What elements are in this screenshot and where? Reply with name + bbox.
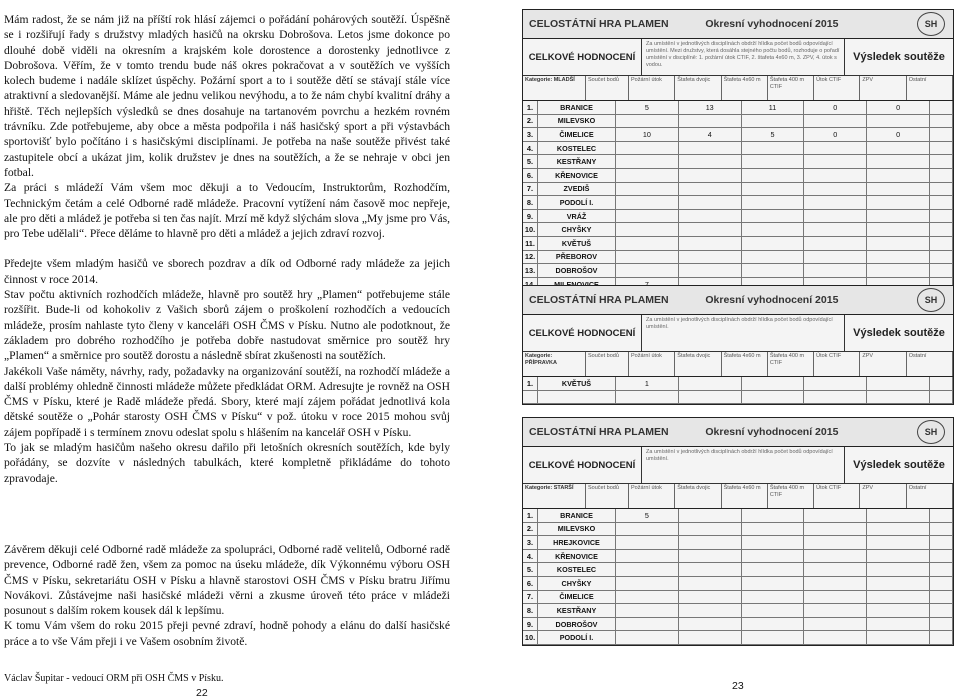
card-title: CELOSTÁTNÍ HRA PLAMEN bbox=[529, 294, 669, 306]
table-row: 1. BRANICE 5 bbox=[523, 509, 953, 523]
paragraph-closing-thanks: Závěrem děkuji celé Odborné radě mládeže za spolupráci, Odborné radě velitelů, Odborné radě prevence, Odborné radě žen, všem za pomoc na úseku mládeže, dík Výkonnému výboru OSH ČMS v Písku, sekretariátu OSH v Písku a hlavně starostovi OSH ČMS v Písku bratru Jiřímu Novákovi. Zůstávejme naši hasičské mládeži věrni a zkusme úroveň této práce v mládeži posunout s dalším rokem kousek dál k lepšímu. bbox=[4, 542, 450, 618]
team-rows bbox=[523, 377, 953, 404]
col-sum: Součet bodů bbox=[586, 352, 629, 376]
col-zpv: ZPV bbox=[860, 484, 906, 508]
category-header-row bbox=[523, 484, 953, 509]
col-relay: Štafeta 4x60 m bbox=[722, 76, 768, 100]
paragraph-youth-success: Mám radost, že se nám již na příští rok hlásí zájemci o pořádání pohárových soutěží. Úspěšně se i rozšiřují řady s družstvy mladých hasičů na okrsku Dobrošova. Letos jsme dokonce po dlouhé době viděli na okresním a krajském kole dorostence a dorostenky jednotlivce z Dobrošova. Věřím, že v tomto trendu bude náš okres pokračovat a v soutěžích ve vyšších kolech budeme i nadále sklízet úspěchy. Požární sport a to i soutěže dětí se stávají stále více atraktivní a sledovanější. Máme ale jednu velikou nevýhodu, a to že nám chybí kvalitní dráhy a hřiště. Těch nejlepších výsledků se dnes dosahuje na tartanovém povrchu a hezkém rovném trávníku. Zde potřebujeme, aby obce a města podpořila i náš hasičský sport a při výstavbách sportovišť bylo počítáno i s hasičskými disciplínami. Je potřeba na naše soutěže přivést také zastupitele obcí a ukázat jim, kolik družstev je dnes na soutěžích, a že se nehraje v obci jen fotbal. bbox=[4, 13, 450, 179]
table-row: 8. PODOLÍ I. bbox=[523, 196, 953, 210]
card-subheader bbox=[523, 39, 953, 76]
table-row: 8. KESTŘANY bbox=[523, 604, 953, 618]
section-label: CELKOVÉ HODNOCENÍ bbox=[523, 39, 642, 75]
table-row: 4. KŘENOVICE bbox=[523, 550, 953, 564]
sh-cms-logo-icon: SH bbox=[917, 288, 945, 312]
scoring-note: Za umístění v jednotlivých disciplínách obdrží hlídka počet bodů odpovídající umístění. Mezi družstvy, která dosáhla stejného počtu bodů, rozhoduje o pořadí umístění v disciplíně: 1. požární útok CTIF, 2. štafeta 4x60 m, 3. ZPV, 4. útok s vodou. bbox=[646, 41, 840, 68]
col-zpv: ZPV bbox=[860, 352, 906, 376]
sh-cms-logo-icon: SH bbox=[917, 12, 945, 36]
table-row: 6. CHYŠKY bbox=[523, 577, 953, 591]
category-header-row bbox=[523, 76, 953, 101]
results-card-pripravka bbox=[522, 285, 954, 405]
category-label: Kategorie: PŘÍPRAVKA bbox=[523, 352, 586, 376]
card-subheader bbox=[523, 315, 953, 352]
card-header bbox=[523, 418, 953, 447]
col-attack: Požární útok bbox=[629, 76, 675, 100]
result-label: Výsledek soutěže bbox=[844, 315, 953, 351]
card-header bbox=[523, 286, 953, 315]
result-label: Výsledek soutěže bbox=[844, 39, 953, 75]
paragraph-suggestions: Jakékoli Vaše náměty, návrhy, rady, požadavky na organizování soutěží, na rozhodčí mládeže a další problémy ohledně činnosti mládeže můžete předkládat ORM. Adresujte je rovněž na OSH ČMS v Písku, které je Radě mládeže předá. Sbory, které mají zájem pořádat jednotlivá kola dětské soutěže o „Pohár starosty OSH ČMS v Písku“ v pož. útoku v roce 2015 mohou svůj zájem popřípadě i s termínem znovu odeslat spolu s hlášením na kancelář OSH v Písku. bbox=[4, 364, 450, 439]
paragraph-tables-intro: To jak se mladým hasičům našeho okresu dařilo při letošních okresních soutěžích, kde byly pořádány, se dozvíte v následných tabulkách, které kompletně přikládáme do tohoto zpravodaje. bbox=[4, 441, 450, 485]
table-row: 9. DOBROŠOV bbox=[523, 618, 953, 632]
table-row: 7. ČIMELICE bbox=[523, 591, 953, 605]
page-number-right: 23 bbox=[732, 680, 744, 692]
table-row: 9. VRÁŽ bbox=[523, 210, 953, 224]
card-subtitle: Okresní vyhodnocení 2015 bbox=[705, 426, 839, 438]
table-row: 11. KVĚTUŠ bbox=[523, 237, 953, 251]
section-label: CELKOVÉ HODNOCENÍ bbox=[523, 315, 642, 351]
scoring-note: Za umístění v jednotlivých disciplínách obdrží hlídka počet bodů odpovídající umístění. bbox=[646, 317, 833, 330]
table-row: 10. PODOLÍ I. bbox=[523, 631, 953, 645]
table-row: 7. ZVEDIŠ bbox=[523, 183, 953, 197]
category-label: Kategorie: STARŠÍ bbox=[523, 484, 586, 508]
results-card-starsi bbox=[522, 417, 954, 646]
paragraph-greetings: Předejte všem mladým hasičů ve sborech pozdrav a dík od Odborné rady mládeže za jejich činnost v roce 2014. bbox=[4, 257, 450, 286]
team-rows bbox=[523, 101, 953, 291]
paragraph-thanks-leaders: Za práci s mládeží Vám všem moc děkuji a to Vedoucím, Instruktorům, Rozhodčím, Technickým četám a celé Odborné radě mládeže. Pracovní vytížení nám časově moc nepřeje, ale pro děti a mládež je potřeba si ten čas najít. Mrzí mě když slýchám slova „My jsme pro Vás, pro Tebe udělali“. Přece děláme to hlavně pro děti a mládež a jejich zdraví rozvoj. bbox=[4, 181, 450, 241]
col-relay-ctif: Štafeta 400 m CTIF bbox=[768, 76, 814, 100]
result-label: Výsledek soutěže bbox=[844, 447, 953, 483]
col-zpv: ZPV bbox=[860, 76, 906, 100]
table-row: 4. KOSTELEC bbox=[523, 142, 953, 156]
category-header-row bbox=[523, 352, 953, 377]
col-relay: Štafeta 4x60 m bbox=[722, 484, 768, 508]
col-pairs: Štafeta dvojic bbox=[675, 76, 721, 100]
left-page-text bbox=[4, 12, 450, 686]
col-relay-ctif: Štafeta 400 m CTIF bbox=[768, 484, 814, 508]
card-title: CELOSTÁTNÍ HRA PLAMEN bbox=[529, 426, 669, 438]
col-attack: Požární útok bbox=[629, 352, 675, 376]
table-row: 3. ČIMELICE 10 4 5 0 0 bbox=[523, 128, 953, 142]
sh-cms-logo-icon: SH bbox=[917, 420, 945, 444]
col-pairs: Štafeta dvojic bbox=[675, 484, 721, 508]
category-label: Kategorie: MLADŠÍ bbox=[523, 76, 586, 100]
col-relay: Štafeta 4x60 m bbox=[722, 352, 768, 376]
col-attack: Požární útok bbox=[629, 484, 675, 508]
table-row: 1. KVĚTUŠ 1 bbox=[523, 377, 953, 391]
col-pairs: Štafeta dvojic bbox=[675, 352, 721, 376]
paragraph-new-year-wish: K tomu Vám všem do roku 2015 přeji pevné zdraví, hodně pohody a elánu do další hasičské práce a to vše Vám přeji i ve Vašem osobním životě. bbox=[4, 619, 450, 648]
col-attack-ctif: Útok CTIF bbox=[814, 352, 860, 376]
signature: Václav Šupitar - vedoucí ORM při OSH ČMS v Písku. bbox=[4, 672, 224, 684]
table-row-empty bbox=[523, 391, 953, 405]
table-row: 2. MILEVSKO bbox=[523, 523, 953, 537]
table-row: 2. MILEVSKO bbox=[523, 115, 953, 129]
card-title: CELOSTÁTNÍ HRA PLAMEN bbox=[529, 18, 669, 30]
table-row: 6. KŘENOVICE bbox=[523, 169, 953, 183]
card-subtitle: Okresní vyhodnocení 2015 bbox=[705, 18, 839, 30]
card-subheader bbox=[523, 447, 953, 484]
col-sum: Součet bodů bbox=[586, 484, 629, 508]
table-row: 12. PŘEBOROV bbox=[523, 251, 953, 265]
card-subtitle: Okresní vyhodnocení 2015 bbox=[705, 294, 839, 306]
col-relay-ctif: Štafeta 400 m CTIF bbox=[768, 352, 814, 376]
col-other: Ostatní bbox=[907, 76, 953, 100]
table-row: 5. KESTŘANY bbox=[523, 155, 953, 169]
table-row: 10. CHYŠKY bbox=[523, 223, 953, 237]
card-header bbox=[523, 10, 953, 39]
col-other: Ostatní bbox=[907, 484, 953, 508]
page-number-left: 22 bbox=[196, 687, 208, 699]
section-label: CELKOVÉ HODNOCENÍ bbox=[523, 447, 642, 483]
col-other: Ostatní bbox=[907, 352, 953, 376]
results-card-mladsi bbox=[522, 9, 954, 292]
table-row: 3. HREJKOVICE bbox=[523, 536, 953, 550]
col-attack-ctif: Útok CTIF bbox=[814, 484, 860, 508]
col-attack-ctif: Útok CTIF bbox=[814, 76, 860, 100]
scoring-note: Za umístění v jednotlivých disciplínách obdrží hlídka počet bodů odpovídající umístění. bbox=[646, 449, 833, 462]
paragraph-referees: Stav počtu aktivních rozhodčích mládeže, hlavně pro soutěž hry „Plamen“ potřebujeme stále rozšířit. Bude-li od kohokoliv z Vašich sborů zájem o proškolení rozhodčích a vedoucích mládeže, prosím nahlaste tyto členy v kanceláři OSH ČMS v Písku. Nutno ale podotknout, že základem pro dobrého rozhodčího je potřeba dobře nastudovat směrnice pro soutěž hry „Plamen“ a směrnice pro soutěž dorostu a následně sbírat zkušenosti na soutěžích. bbox=[4, 288, 450, 363]
table-row: 13. DOBROŠOV bbox=[523, 264, 953, 278]
col-sum: Součet bodů bbox=[586, 76, 629, 100]
table-row: 5. KOSTELEC bbox=[523, 563, 953, 577]
table-row: 1. BRANICE 5 13 11 0 0 bbox=[523, 101, 953, 115]
team-rows bbox=[523, 509, 953, 645]
